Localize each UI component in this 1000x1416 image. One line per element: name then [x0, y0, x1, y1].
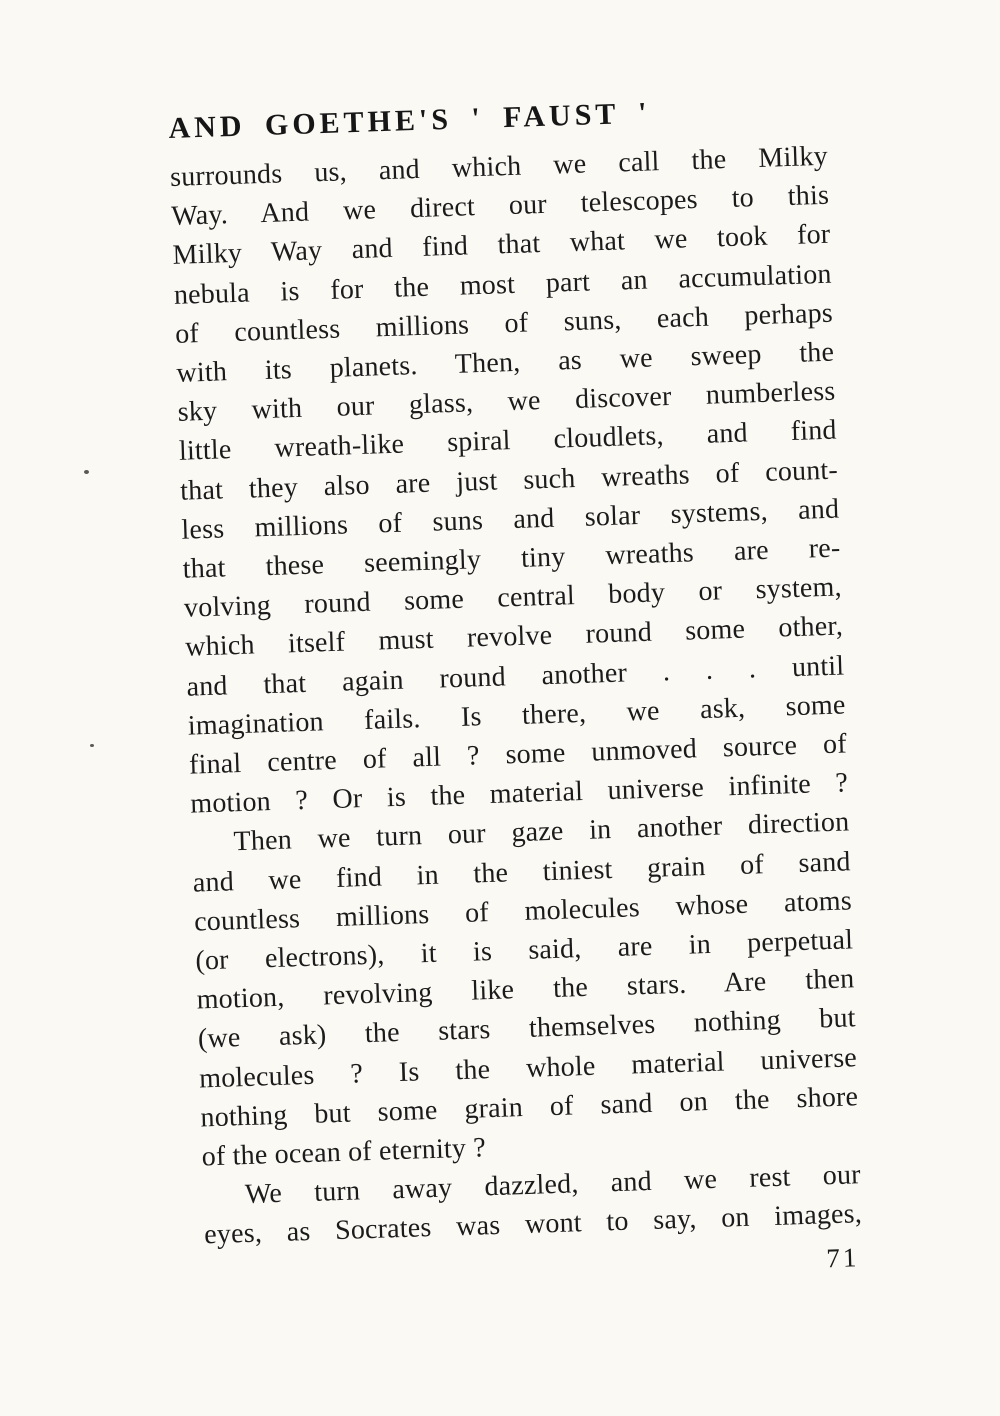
scan-speck: [84, 470, 89, 474]
text-line: eyes, as Socrates was wont to say, on images,: [203, 1198, 863, 1251]
text-line: which itself must revolve round some other,: [184, 610, 844, 664]
text-line: motion ? Or is the material universe infinite ?: [189, 767, 849, 820]
text-line-paragraph-start: We turn away dazzled, and we rest our: [244, 1159, 862, 1211]
text-line: volving round some central body or system,: [183, 571, 843, 624]
text-line: and that again round another . . . until: [186, 650, 845, 703]
page-number: 71: [825, 1241, 860, 1274]
running-header: AND GOETHE'S ' FAUST ': [168, 96, 652, 145]
text-line-paragraph-start: Then we turn our gaze in another direction: [233, 806, 850, 858]
text-line: nebula is for the most part an accumulation: [173, 258, 833, 311]
text-line: (we ask) the stars themselves nothing but: [197, 1002, 857, 1055]
text-line: and we find in the tiniest grain of sand: [192, 846, 852, 899]
text-line: that these seemingly tiny wreaths are re-: [182, 532, 841, 585]
text-line: final centre of all ? some unmoved source of: [188, 728, 848, 781]
text-line: countless millions of molecules whose atoms: [193, 885, 853, 938]
text-line: nothing but some grain of sand on the shore: [199, 1081, 859, 1134]
text-line: Milky Way and find that what we took for: [172, 219, 831, 272]
text-line-paragraph-end: of the ocean of eternity ?: [201, 1132, 487, 1173]
text-line: (or electrons), it is said, are in perpetual: [194, 924, 854, 977]
text-line: molecules ? Is the whole material universe: [198, 1041, 858, 1095]
text-line: sky with our glass, we discover numberless: [177, 375, 836, 429]
text-line: Way. And we direct our telescopes to this: [170, 179, 830, 233]
text-line: little wreath-like spiral cloudlets, and find: [178, 415, 838, 468]
text-line: of countless millions of suns, each perhaps: [174, 297, 834, 350]
body-text: [169, 137, 862, 1255]
text-line: imagination fails. Is there, we ask, some: [187, 689, 846, 742]
scan-speck: [90, 744, 94, 747]
text-line: less millions of suns and solar systems, and: [181, 493, 840, 546]
scanned-text-block: [168, 91, 864, 1294]
text-line: with its planets. Then, as we sweep the: [175, 336, 835, 389]
text-line: motion, revolving like the stars. Are then: [196, 963, 855, 1016]
text-line: that they also are just such wreaths of count-: [179, 454, 839, 507]
text-line: surrounds us, and which we call the Milky: [169, 140, 829, 193]
